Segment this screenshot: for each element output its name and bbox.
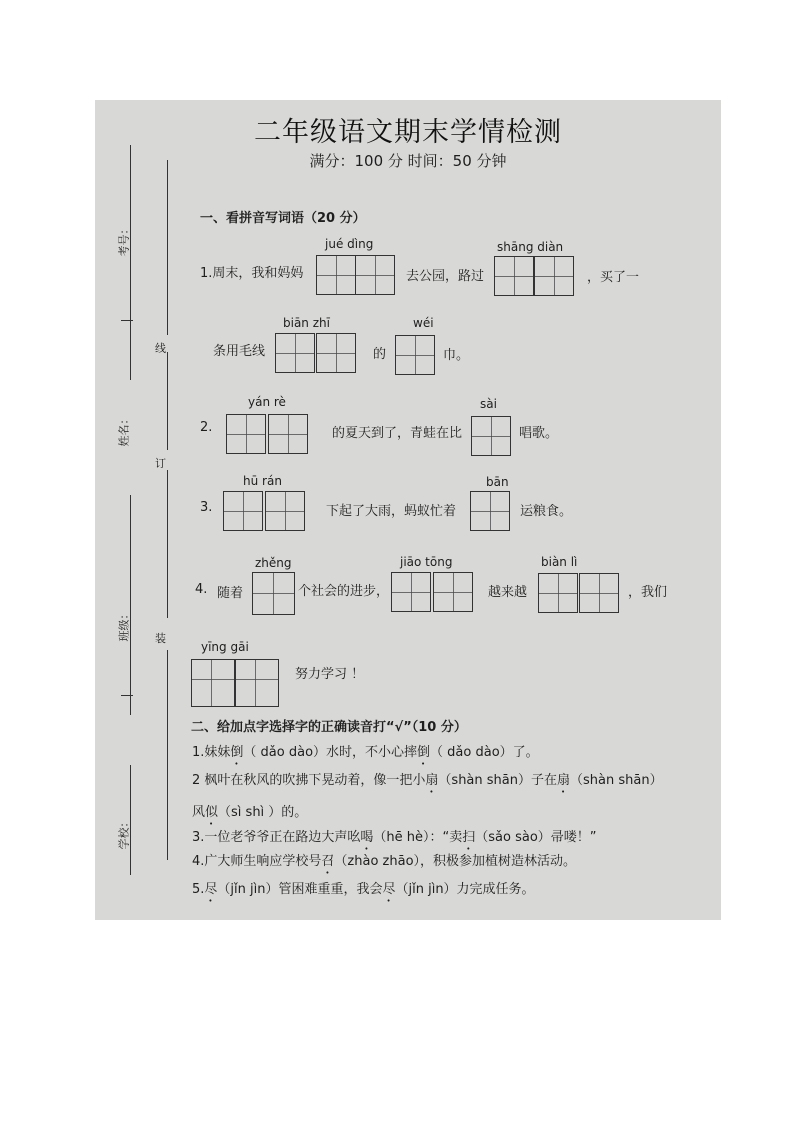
dotted-char: 倒 — [230, 745, 244, 760]
binding-line-outer — [130, 145, 131, 380]
dotted-char: 扇 — [557, 773, 571, 788]
exam-paper — [95, 100, 721, 920]
answer-box[interactable] — [494, 256, 534, 296]
answer-box[interactable] — [223, 491, 263, 531]
answer-box[interactable] — [579, 573, 619, 613]
s2-option[interactable]: （shàn shān） — [570, 773, 663, 788]
binding-line-outer — [130, 495, 131, 715]
q4-number: 4. — [195, 582, 208, 597]
q1-prefix: 1.周末，我和妈妈 — [200, 266, 304, 281]
q4-pinyin-3: biàn lì — [541, 555, 578, 569]
s2-option[interactable]: （jǐn jìn）力完成任务。 — [395, 882, 535, 897]
q2-pinyin-1: yán rè — [248, 395, 286, 409]
dotted-char: 似 — [205, 805, 219, 820]
q4-prefix: 随着 — [217, 586, 244, 601]
exam-number-label: 考号： — [117, 223, 131, 257]
binding-char-line: 线 — [155, 342, 166, 355]
s2-line — [192, 826, 597, 853]
section2-heading: 二、给加点字选择字的正确读音打“√”（10 分） — [191, 720, 467, 735]
s2-option[interactable]: （zhào zhāo），积极参加植树造林活动。 — [334, 854, 577, 869]
dotted-char: 尽 — [204, 882, 218, 897]
page-subtitle: 满分：100 分 时间：50 分钟 — [309, 152, 507, 170]
s2-text: 3.一位老爷爷正在路边大声吆 — [192, 830, 361, 845]
answer-box[interactable] — [433, 572, 473, 612]
binding-line-inner — [167, 650, 168, 860]
q3-suffix: 运粮食。 — [520, 504, 573, 519]
q1-line2-prefix: 条用毛线 — [213, 344, 266, 359]
binding-line-inner — [167, 160, 168, 335]
q4-pinyin-2: jiāo tōng — [400, 555, 453, 569]
q4-suffix: ，我们 — [628, 585, 668, 600]
q2-number: 2. — [200, 420, 213, 435]
s2-text: 4.广大师生响应学校号 — [192, 854, 322, 869]
s2-option[interactable]: （ dǎo dào）了。 — [430, 745, 539, 760]
q3-mid: 下起了大雨，蚂蚁忙着 — [326, 504, 457, 519]
s2-option[interactable]: （shàn shān）子在 — [438, 773, 557, 788]
s2-line — [192, 741, 539, 768]
q3-pinyin-1: hū rán — [243, 474, 282, 488]
page-title: 二年级语文期末学情检测 — [254, 117, 562, 148]
binding-line-inner — [167, 470, 168, 618]
dotted-char: 喝 — [360, 830, 374, 845]
answer-box[interactable] — [316, 255, 356, 295]
answer-box[interactable] — [252, 572, 295, 615]
answer-box[interactable] — [471, 416, 511, 456]
section1-heading: 一、看拼音写词语（20 分） — [200, 211, 366, 226]
s2-line — [192, 850, 576, 877]
s2-text: 2 枫叶在秋风的吹拂下晃动着，像一把小 — [192, 773, 426, 788]
q1-suffix: ，买了一 — [587, 270, 640, 285]
dotted-char: 扇 — [425, 773, 439, 788]
answer-box[interactable] — [355, 255, 395, 295]
binding-char-install: 装 — [155, 632, 166, 645]
answer-box[interactable] — [391, 572, 431, 612]
dotted-char: 尽 — [382, 882, 396, 897]
q4-mid: 个社会的进步， — [298, 584, 390, 599]
s2-option[interactable]: （ dǎo dào）水时，不小心摔 — [243, 745, 418, 760]
answer-box[interactable] — [534, 256, 574, 296]
binding-char-order: 订 — [155, 457, 166, 470]
s2-line — [192, 801, 307, 828]
s2-option[interactable]: （jǐn jìn）管困难重重，我会 — [217, 882, 383, 897]
answer-box[interactable] — [316, 333, 356, 373]
answer-box[interactable] — [268, 414, 308, 454]
q3-number: 3. — [200, 500, 213, 515]
answer-box[interactable] — [395, 335, 435, 375]
q1-pinyin-4: wéi — [413, 316, 434, 330]
s2-text: 1.妹妹 — [192, 745, 231, 760]
s2-line — [192, 769, 663, 796]
s2-text: 5. — [192, 882, 205, 897]
fill-line — [121, 695, 133, 696]
s2-line — [192, 878, 535, 905]
answer-box[interactable] — [265, 491, 305, 531]
q1-pinyin-2: shāng diàn — [497, 240, 564, 254]
answer-box[interactable] — [470, 491, 510, 531]
name-label: 姓名： — [117, 413, 131, 447]
fill-line — [121, 320, 133, 321]
q2-pinyin-2: sài — [480, 397, 497, 411]
s2-option[interactable]: （hē hè）：“卖 — [373, 830, 463, 845]
answer-box[interactable] — [226, 414, 266, 454]
answer-box[interactable] — [275, 333, 315, 373]
class-label: 班级： — [117, 608, 131, 642]
q4-pinyin-1: zhěng — [255, 556, 292, 570]
q1-mid: 去公园，路过 — [406, 269, 485, 284]
school-label: 学校： — [117, 816, 131, 850]
dotted-char: 倒 — [417, 745, 431, 760]
q1-line2-mid: 的 — [373, 347, 387, 362]
q4-pinyin-4: yīng gāi — [201, 640, 249, 654]
binding-line-inner — [167, 352, 168, 450]
q3-pinyin-2: bān — [486, 475, 509, 489]
s2-option[interactable]: （sǎo sào）帚喽！” — [475, 830, 597, 845]
q1-pinyin-1: jué dìng — [325, 237, 374, 251]
q4-line2-suffix: 努力学习 ！ — [295, 667, 365, 682]
answer-box[interactable] — [235, 659, 279, 707]
q1-pinyin-3: biān zhī — [283, 316, 330, 330]
s2-text: 风 — [192, 805, 206, 820]
answer-box[interactable] — [191, 659, 235, 707]
answer-box[interactable] — [538, 573, 578, 613]
q4-mid2: 越来越 — [488, 585, 528, 600]
q2-mid: 的夏天到了，青蛙在比 — [332, 426, 463, 441]
s2-option[interactable]: （sì shì ）的。 — [218, 805, 308, 820]
q1-line2-suffix: 巾。 — [443, 348, 470, 363]
dotted-char: 扫 — [462, 830, 476, 845]
q2-suffix: 唱歌。 — [519, 426, 559, 441]
dotted-char: 召 — [321, 854, 335, 869]
